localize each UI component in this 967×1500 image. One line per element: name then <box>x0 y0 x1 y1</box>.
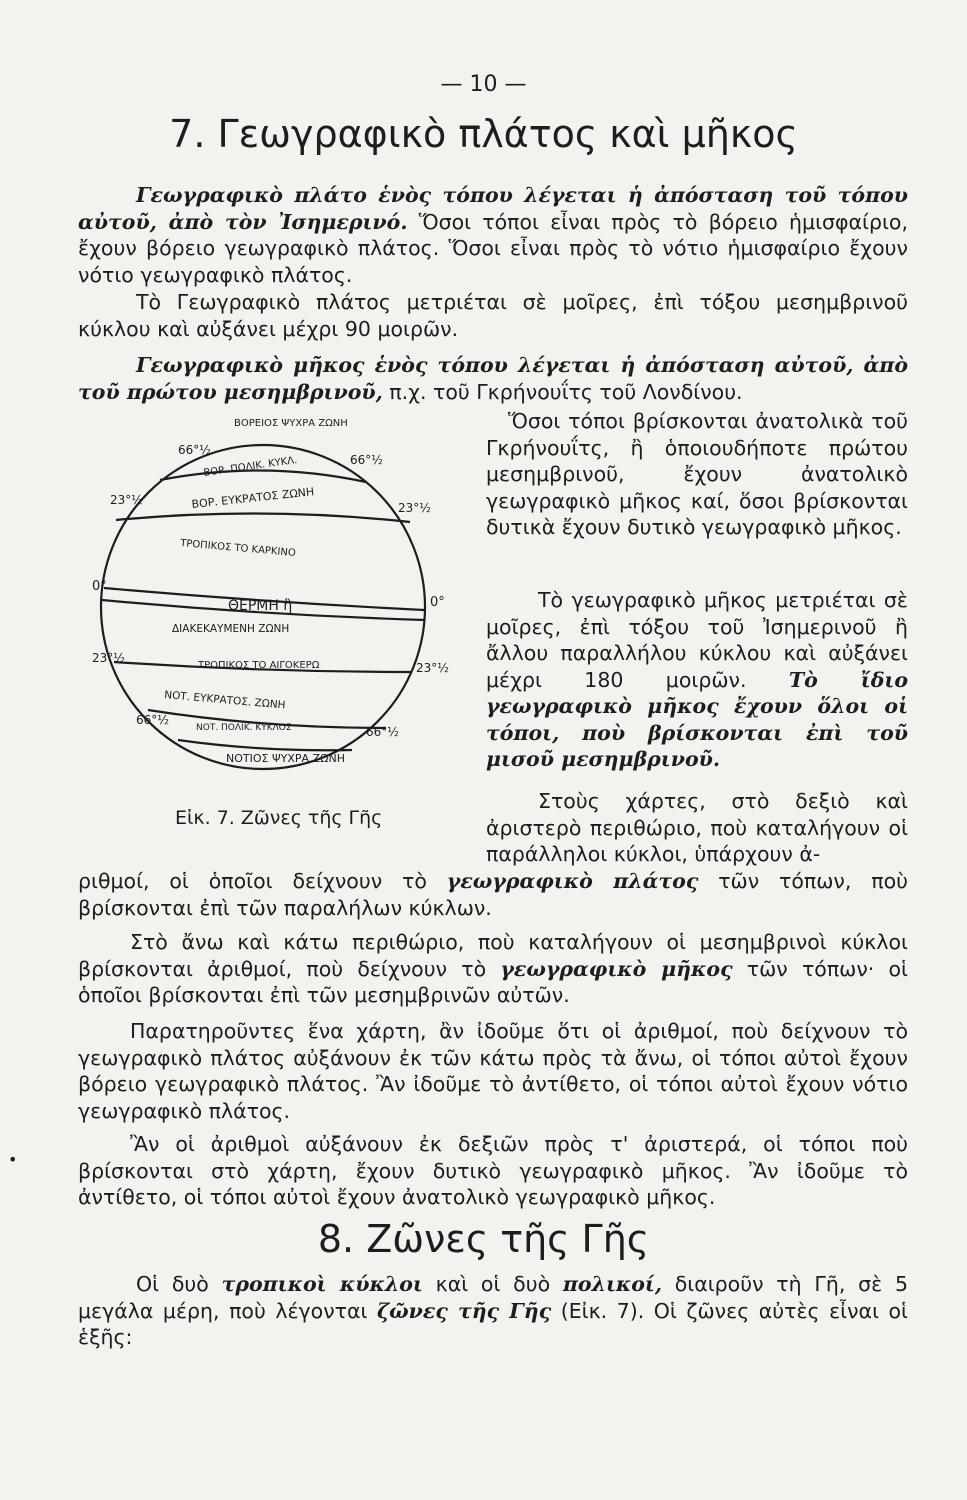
term-same-longitude: Τὸ ἴδιο γεωγραφικὸ μῆκος ἔχουν ὅλοι οἱ τόποι, ποὺ βρίσκονται ἐπὶ τοῦ μισοῦ μεσημβρινοῦ. <box>486 667 908 771</box>
paragraph-zones-intro: Οἱ δυὸ τροπικοὶ κύκλοι καὶ οἱ δυὸ πολικοί, διαιροῦν τὴ Γῆ, σὲ 5 μεγάλα μέρη, ποὺ λέγονται ζῶνες τῆς Γῆς (Εἰκ. 7). Οἱ ζῶνες αὐτὲς εἶναι οἱ ἑξῆς: <box>78 1272 908 1349</box>
paragraph-meridians: Στὸ ἄνω καὶ κάτω περιθώριο, ποὺ καταλήγουν οἱ μεσημβρινοὶ κύκλοι βρίσκονται ἀριθμοί, ποὺ δείχνουν τὸ γεωγραφικὸ μῆκος τῶν τόπων· οἱ ὁποῖοι βρίσκονται ἐπὶ τῶν μεσημβρινῶν αὐτῶν. <box>78 930 908 1007</box>
term-zones-of-earth: ζῶνες τῆς Γῆς <box>376 1298 552 1323</box>
south-temperate-zone-label: ΝΟΤ. ΕΥΚΡΑΤΟΣ. ΖΩΝΗ <box>163 689 286 712</box>
north-polar-circle-label: ΒΟΡ. ΠΟΛΙΚ. ΚΥΚΛ. <box>202 454 298 479</box>
north-temperate-line <box>116 513 410 522</box>
degree-south-tropic-left: 23°½ <box>92 651 125 665</box>
north-cold-zone-label: ΒΟΡΕΙΟΣ ΨΥΧΡΑ ΖΩΝΗ <box>234 418 348 429</box>
south-polar-circle-line <box>178 740 352 750</box>
page-number: — 10 — <box>440 72 527 97</box>
section-8-title: 8. Ζῶνες τῆς Γῆς <box>317 1217 650 1261</box>
paragraph-east-west: Ὅσοι τόποι βρίσκονται ἀνατολικὰ τοῦ Γκρήνουΐτς, ἢ ὁποιουδήποτε πρώτου μεσημβρινοῦ, ἔχουν ἀνατολικὸ γεωγραφικὸ μῆκος καί, ὅσοι βρίσκονται δυτικὰ ἔχουν δυτικὸ γεωγραφικὸ μῆκος. <box>486 409 908 539</box>
tropic-capricorn-label: ΤΡΟΠΙΚΟΣ ΤΟ ΑΙΓΟΚΕΡΩ <box>198 660 320 671</box>
term-latitude-inline: γεωγραφικὸ πλάτος <box>446 869 699 893</box>
degree-equator-left: 0° <box>92 579 107 594</box>
paragraph-latitude-measure: Τὸ Γεωγραφικὸ πλάτος μετριέται σὲ μοῖρες, ἐπὶ τόξου μεσημβρινοῦ κύκλου καὶ αὐξάνει μέχρι 90 μοιρῶν. <box>78 290 908 341</box>
term-polar: πολικοί, <box>562 1272 662 1296</box>
torrid-zone-label-1: ΘΕΡΜΗ ἢ <box>228 598 293 614</box>
term-tropical-circles: τροπικοὶ κύκλοι <box>221 1272 423 1296</box>
term-longitude: Γεωγραφικὸ μῆκος ἑνὸς τόπου λέγεται ἡ ἀπόσταση αὐτοῦ, ἀπὸ τοῦ πρώτου μεσημβρινοῦ, <box>78 353 908 404</box>
north-temperate-zone-label: ΒΟΡ. ΕΥΚΡΑΤΟΣ ΖΩΝΗ <box>190 485 315 511</box>
degree-north-polar-left: 66°½ <box>178 443 211 457</box>
degree-north-tropic-right: 23°½ <box>398 501 431 515</box>
paragraph-map-margins-b: ριθμοί, οἱ ὁποῖοι δείχνουν τὸ γεωγραφικὸ πλάτος τῶν τόπων, ποὺ βρίσκονται ἐπὶ τῶν παραλήλων κύκλων. <box>78 869 909 920</box>
term-longitude-inline: γεωγραφικὸ μῆκος <box>500 956 733 981</box>
degree-north-polar-right: 66°½ <box>350 453 383 467</box>
paragraph-east-west-reading: Ἂν οἱ ἀριθμοὶ αὐξάνουν ἐκ δεξιῶν πρὸς τ' ἀριστερά, οἱ τόποι ποὺ βρίσκονται στὸ χάρτη, ἔχουν δυτικὸ γεωγραφικὸ μῆκος. Ἂν ἰδοῦμε τὸ ἀντίθετο, οἱ τόποι αὐτοὶ ἔχουν ἀνατολικὸ γεωγραφικὸ μῆκος. <box>78 1132 908 1209</box>
paragraph-longitude-definition: Γεωγραφικὸ μῆκος ἑνὸς τόπου λέγεται ἡ ἀπόσταση αὐτοῦ, ἀπὸ τοῦ πρώτου μεσημβρινοῦ, π.χ. τοῦ Γκρήνουΐτς τοῦ Λονδίνου. <box>78 353 908 404</box>
paragraph-longitude-measure: Τὸ γεωγραφικὸ μῆκος μετριέται σὲ μοῖρες, ἐπὶ τόξου τοῦ Ἰσημερινοῦ ἢ ἄλλου παραλλήλου κύκλου καὶ αὐξάνει μέχρι 180 μοιρῶν. Τὸ ἴδιο γεωγραφικὸ μῆκος ἔχουν ὅλοι οἱ τόποι, ποὺ βρίσκονται ἐπὶ τοῦ μισοῦ μεσημβρινοῦ. <box>486 588 908 771</box>
south-polar-circle-label: ΝΟΤ. ΠΟΛΙΚ. ΚΥΚΛΟΣ <box>196 723 292 733</box>
torrid-zone-label-2: ΔΙΑΚΕΚΑΥΜΕΝΗ ΖΩΝΗ <box>172 623 290 635</box>
margin-mark: • <box>8 1150 18 1169</box>
tropic-cancer-label: ΤΡΟΠΙΚΟΣ ΤΟ ΚΑΡΚΙΝΟ <box>179 538 297 560</box>
paragraph-north-south-reading: Παρατηροῦντες ἕνα χάρτη, ἂν ἰδοῦμε ὅτι οἱ ἀριθμοί, ποὺ δείχνουν τὸ γεωγραφικὸ πλάτος αὐξάνουν ἐκ τῶν κάτω πρὸς τὰ ἄνω, οἱ τόποι αὐτοὶ ἔχουν βόρειο γεωγραφικὸ πλάτος. Ἂν ἰδοῦμε τὸ ἀντίθετο, οἱ τόποι αὐτοὶ ἔχουν νότιο γεωγραφικὸ πλάτος. <box>78 1019 908 1123</box>
earth-zones-figure <box>80 410 460 830</box>
north-polar-circle-line <box>160 470 366 482</box>
degree-north-tropic-left: 23°½ <box>110 493 143 507</box>
south-cold-zone-label: ΝΟΤΙΟΣ ΨΥΧΡΑ ΖΩΝΗ <box>226 752 345 765</box>
degree-south-polar-right: 66°½ <box>366 725 399 739</box>
degree-south-polar-left: 66°½ <box>136 713 169 727</box>
figure-caption: Εἰκ. 7. Ζῶνες τῆς Γῆς <box>175 807 383 829</box>
degree-south-tropic-right: 23°½ <box>416 661 449 675</box>
degree-equator-right: 0° <box>430 595 445 610</box>
paragraph-map-margins-a: Στοὺς χάρτες, στὸ δεξιὸ καὶ ἀριστερὸ περιθώριο, ποὺ καταλήγουν οἱ παράλληλοι κύκλοι, ὑπάρχουν ἀ- <box>486 789 908 866</box>
paragraph-latitude-definition: Γεωγραφικὸ πλάτο ἑνὸς τόπου λέγεται ἡ ἀπόσταση τοῦ τόπου αὐτοῦ, ἀπὸ τὸν Ἰσημερινό. Ὅσοι τόποι εἶναι πρὸς τὸ βόρειο ἡμισφαίριο, ἔχουν βόρειο γεωγραφικὸ πλάτος. Ὅσοι εἶναι πρὸς τὸ νότιο ἡμισφαίριο ἔχουν νότιο γεωγραφικὸ πλάτος. <box>78 183 908 287</box>
term-latitude: Γεωγραφικὸ πλάτο ἑνὸς τόπου λέγεται ἡ ἀπόσταση τοῦ τόπου αὐτοῦ, ἀπὸ τὸν Ἰσημερινό. <box>78 183 908 234</box>
section-7-title: 7. Γεωγραφικὸ πλάτος καὶ μῆκος <box>169 112 798 156</box>
